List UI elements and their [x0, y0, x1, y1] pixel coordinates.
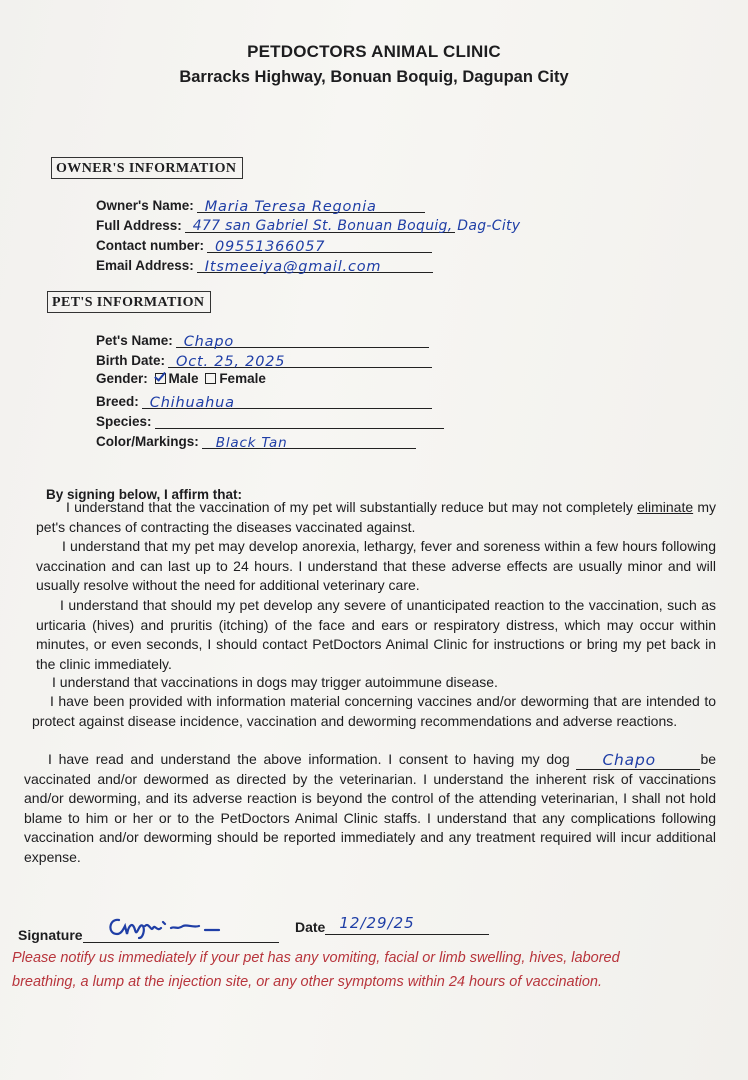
p6-text-start: I have read and understand the above information. I consent to having my dog	[48, 751, 570, 767]
pet-gender-row	[96, 371, 266, 389]
signature-row	[18, 922, 279, 943]
affirmation-paragraph-5	[32, 692, 716, 731]
dog-name-field[interactable]	[576, 751, 700, 770]
pet-color-value: Black Tan	[215, 435, 288, 451]
affirmation-paragraph-3	[36, 596, 716, 674]
affirmation-paragraph-1	[36, 498, 716, 537]
owner-email-label: Email Address:	[96, 258, 194, 273]
pet-species-row	[96, 412, 444, 430]
owner-address-row	[96, 216, 521, 234]
gender-female-checkbox[interactable]	[205, 373, 216, 384]
pet-color-row	[96, 432, 416, 450]
signature-scribble	[105, 912, 225, 942]
pet-breed-value: Chihuahua	[149, 395, 235, 411]
owner-address-label: Full Address:	[96, 218, 182, 233]
pet-color-label: Color/Markings:	[96, 434, 199, 449]
affirmation-paragraph-6	[24, 750, 716, 867]
clinic-name: PETDOCTORS ANIMAL CLINIC	[247, 42, 501, 61]
pet-breed-label: Breed:	[96, 394, 139, 409]
owner-address-field[interactable]	[185, 216, 521, 234]
pet-birth-row	[96, 351, 432, 369]
date-label: Date	[295, 919, 326, 935]
pet-section-title: PET'S INFORMATION	[47, 291, 211, 313]
p4-text: I understand that vaccinations in dogs may trigger autoimmune disease.	[52, 674, 498, 690]
owner-contact-field[interactable]	[207, 236, 432, 253]
dog-name-value: Chapo	[602, 751, 656, 769]
pet-breed-field[interactable]	[142, 392, 432, 409]
date-value: 12/29/25	[339, 914, 415, 932]
owner-email-value: Itsmeeiya@gmail.com	[204, 259, 382, 275]
pet-species-label: Species:	[96, 414, 152, 429]
gender-male-checkbox[interactable]	[155, 373, 166, 384]
gender-female-label: Female	[219, 371, 266, 386]
affirmation-paragraph-4	[36, 673, 716, 693]
p2-text: I understand that my pet may develop anorexia, lethargy, fever and soreness within a few hours following vaccination and can last up to 24 hours. I understand that these adverse effects are usually minor and will usually resolve without the need for additional veterinary care.	[36, 538, 716, 593]
pet-species-field[interactable]	[155, 412, 444, 429]
pet-name-label: Pet's Name:	[96, 333, 173, 348]
p1-text-end: my pet's chances of contracting the diseases vaccinated against.	[36, 499, 716, 535]
owner-contact-value: 09551366057	[215, 239, 326, 255]
affirmation-heading: By signing below, I affirm that:	[46, 487, 243, 502]
pet-birth-value: Oct. 25, 2025	[176, 354, 286, 370]
owner-contact-row	[96, 236, 432, 254]
pet-birth-label: Birth Date:	[96, 353, 166, 368]
pet-birth-field[interactable]	[168, 351, 432, 368]
owner-section-title: OWNER'S INFORMATION	[51, 157, 243, 179]
owner-email-row	[96, 256, 433, 274]
pet-breed-row	[96, 392, 432, 410]
owner-name-value: Maria Teresa Regonia	[204, 199, 377, 215]
date-row	[295, 914, 489, 935]
post-vaccination-notice: Please notify us immediately if your pet has any vomiting, facial or limb swelling, hives, labored breathing, a lump at the injection site, or any other symptoms within 24 hours of vaccination.	[12, 950, 620, 990]
p1-text-start: I understand that the vaccination of my pet will substantially reduce but may not completely	[66, 499, 638, 515]
pet-name-row	[96, 331, 429, 349]
p5-text: I have been provided with information material concerning vaccines and/or deworming that are intended to protect against disease incidence, vaccination and deworming recommendations and adverse reactions.	[32, 693, 716, 729]
owner-name-row	[96, 196, 425, 214]
owner-address-value: 477 san Gabriel St. Bonuan Boquig, Dag-City	[192, 218, 521, 234]
gender-male-label: Male	[168, 371, 199, 386]
owner-name-label: Owner's Name:	[96, 198, 194, 213]
pet-gender-label: Gender:	[96, 371, 148, 386]
date-field[interactable]	[325, 914, 489, 935]
owner-contact-label: Contact number:	[96, 238, 204, 253]
pet-name-field[interactable]	[176, 331, 429, 348]
p3-text: I understand that should my pet develop any severe of unanticipated reaction to the vaccination, such as urticaria (hives) and pruritis (itching) of the face and ears or respiratory distress, which may occur within minutes, or even seconds, I should contact PetDoctors Animal Clinic for instructions or bring my pet back in the clinic immediately.	[36, 597, 716, 672]
affirmation-paragraph-2	[36, 537, 716, 596]
p1-underlined-word: eliminate	[637, 499, 694, 515]
owner-name-field[interactable]	[197, 196, 425, 213]
signature-field[interactable]	[83, 922, 279, 943]
signature-label: Signature	[18, 927, 83, 943]
pet-color-field[interactable]	[202, 432, 416, 449]
p6-text-end: be vaccinated and/or dewormed as directed by the veterinarian. I understand the inherent risk of vaccinations and/or deworming, and its adverse reaction is beyond the control of the attending veterinarian, I shall not hold blame to him or her or to the PetDoctors Animal Clinic staffs. I understand that any complications following vaccination and/or deworming should be reported immediately and any treatment required will incur additional expense.	[24, 751, 717, 865]
pet-name-value: Chapo	[183, 334, 235, 350]
owner-email-field[interactable]	[197, 256, 433, 273]
clinic-address: Barracks Highway, Bonuan Boquig, Dagupan City	[179, 68, 569, 86]
